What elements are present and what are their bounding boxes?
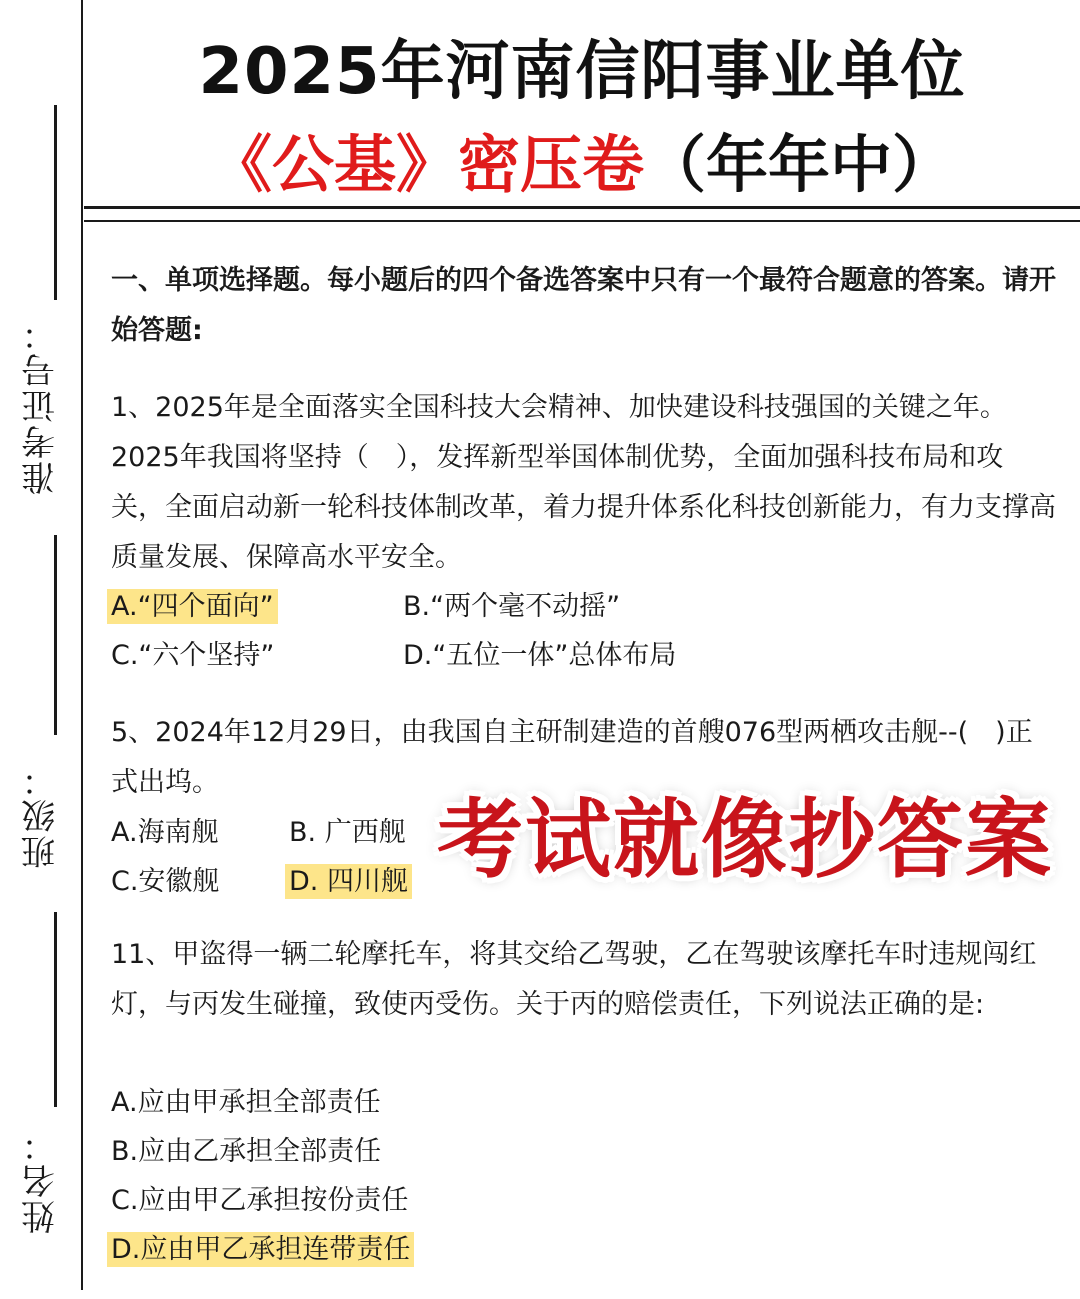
question-11-option-a[interactable]: A.应由甲承担全部责任 bbox=[111, 1087, 381, 1118]
exam-id-label: 准考证号： bbox=[21, 315, 62, 495]
question-1-option-b[interactable]: B.“两个毫不动摇” bbox=[403, 591, 621, 622]
header-divider-bottom bbox=[84, 220, 1080, 222]
header-divider-top bbox=[84, 206, 1080, 209]
class-label: 班级： bbox=[21, 761, 62, 869]
binding-line bbox=[81, 0, 83, 1290]
name-blank-line bbox=[54, 912, 57, 1107]
question-5-option-a[interactable]: A.海南舰 bbox=[111, 817, 219, 848]
page-title: 2025年河南信阳事业单位 bbox=[198, 35, 966, 109]
question-11-option-d[interactable] bbox=[111, 1225, 414, 1275]
question-5-option-b[interactable]: B. 广西舰 bbox=[289, 817, 406, 848]
exam-id-blank-line bbox=[54, 105, 57, 300]
highlighted-answer: D.应由甲乙承担连带责任 bbox=[107, 1232, 414, 1267]
class-blank-line bbox=[54, 535, 57, 735]
subtitle-black-part: （年年中） bbox=[644, 128, 955, 201]
question-1-option-c[interactable]: C.“六个坚持” bbox=[111, 640, 275, 671]
question-11-text: 11、甲盗得一辆二轮摩托车，将其交给乙驾驶，乙在驾驶该摩托车时违规闯红灯，与丙发生碰撞，致使丙受伤。关于丙的赔偿责任，下列说法正确的是: bbox=[111, 939, 1037, 1020]
highlighted-answer: D. 四川舰 bbox=[285, 864, 412, 899]
question-5-option-c[interactable]: C.安徽舰 bbox=[111, 866, 220, 897]
question-1-option-d[interactable]: D.“五位一体”总体布局 bbox=[403, 640, 677, 671]
highlighted-answer: A.“四个面向” bbox=[107, 589, 278, 624]
question-11-option-c[interactable]: C.应由甲乙承担按份责任 bbox=[111, 1185, 409, 1216]
question-11-option-b[interactable]: B.应由乙承担全部责任 bbox=[111, 1136, 382, 1167]
page-subtitle bbox=[84, 115, 1080, 204]
name-label: 姓名： bbox=[21, 1126, 62, 1234]
question-1-text: 1、2025年是全面落实全国科技大会精神、加快建设科技强国的关键之年。2025年我国将坚持（ ），发挥新型举国体制优势，全面加强科技布局和攻关，全面启动新一轮科技体制改革，着力提升体系化科技创新能力，有力支撑高质量发展、保障高水平安全。 bbox=[111, 392, 1056, 573]
section-instructions: 一、单项选择题。每小题后的四个备选答案中只有一个最符合题意的答案。请开始答题: bbox=[111, 265, 1056, 346]
subtitle-red-part: 《公基》密压卷 bbox=[209, 128, 644, 201]
promo-stamp bbox=[430, 782, 1060, 890]
question-5-text: 5、2024年12月29日，由我国自主研制建造的首艘076型两栖攻击舰--( )正式出坞。 bbox=[111, 717, 1033, 798]
question-1-option-a[interactable] bbox=[111, 582, 278, 632]
question-5-option-d[interactable] bbox=[289, 857, 412, 907]
promo-stamp-text: 考试就像抄答案 bbox=[437, 790, 1053, 890]
